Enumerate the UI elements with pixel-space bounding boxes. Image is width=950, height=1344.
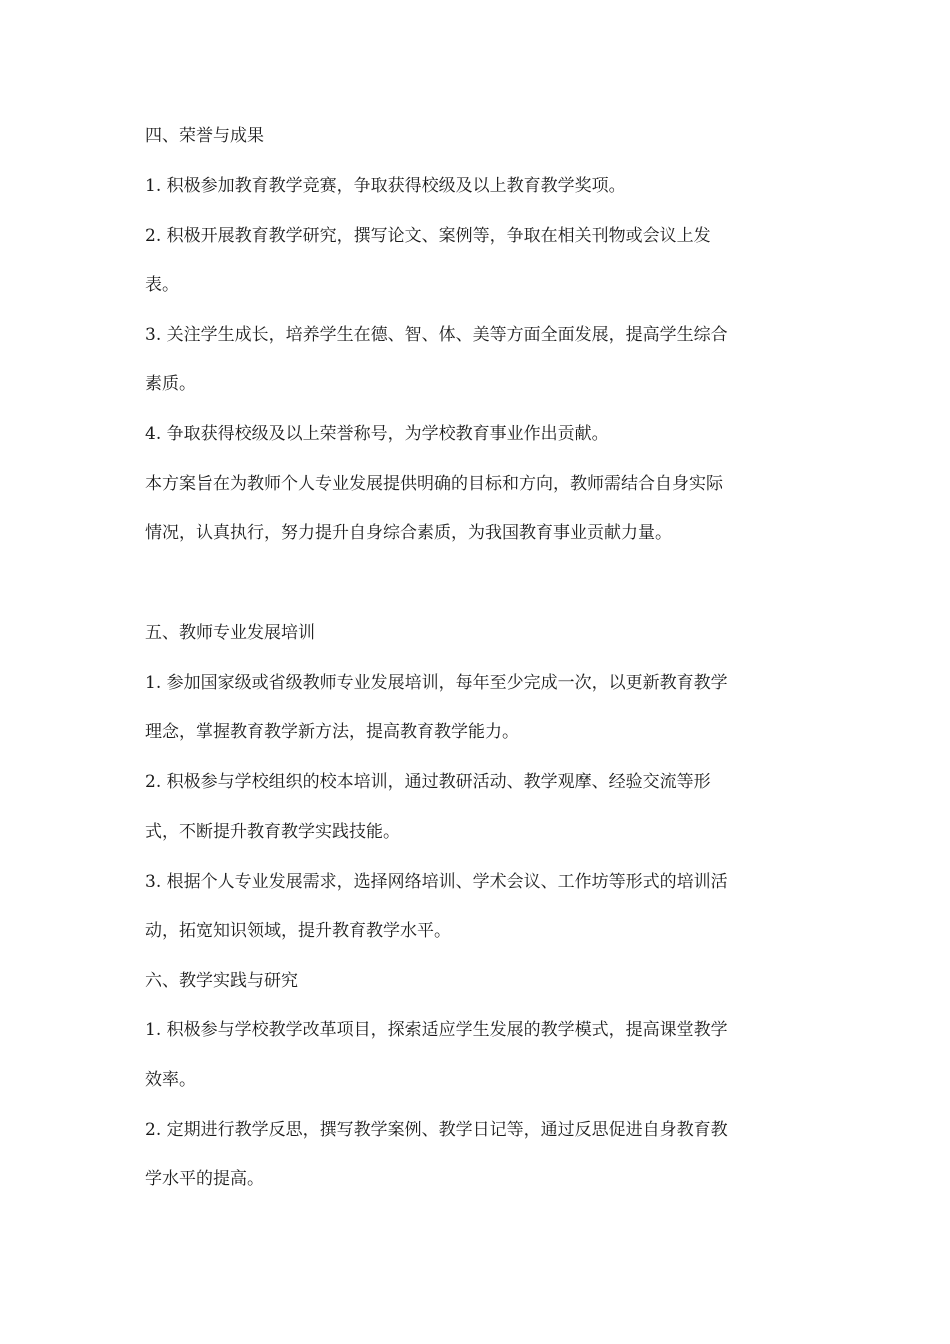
- section-4-item-2-cont: 表。: [145, 275, 179, 295]
- section-5-heading: 五、教师专业发展培训: [145, 623, 315, 643]
- section-6-heading: 六、教学实践与研究: [145, 971, 298, 991]
- section-6-item-2: 2. 定期进行教学反思，撰写教学案例、教学日记等，通过反思促进自身教育教: [145, 1120, 728, 1140]
- section-5-item-1: 1. 参加国家级或省级教师专业发展培训，每年至少完成一次，以更新教育教学: [145, 673, 728, 693]
- section-4-summary: 本方案旨在为教师个人专业发展提供明确的目标和方向，教师需结合自身实际: [145, 474, 723, 494]
- section-4-item-3: 3. 关注学生成长，培养学生在德、智、体、美等方面全面发展，提高学生综合: [145, 325, 728, 345]
- section-4-item-2: 2. 积极开展教育教学研究，撰写论文、案例等，争取在相关刊物或会议上发: [145, 226, 711, 246]
- section-5-item-2: 2. 积极参与学校组织的校本培训，通过教研活动、教学观摩、经验交流等形: [145, 772, 711, 792]
- section-5-item-2-cont: 式，不断提升教育教学实践技能。: [145, 822, 400, 842]
- section-4-item-1: 1. 积极参加教育教学竞赛，争取获得校级及以上教育教学奖项。: [145, 176, 626, 196]
- section-6-item-2-cont: 学水平的提高。: [145, 1169, 264, 1189]
- section-5-item-3-cont: 动，拓宽知识领域，提升教育教学水平。: [145, 921, 451, 941]
- section-5-item-1-cont: 理念，掌握教育教学新方法，提高教育教学能力。: [145, 722, 519, 742]
- section-4-item-3-cont: 素质。: [145, 374, 196, 394]
- section-5-item-3: 3. 根据个人专业发展需求，选择网络培训、学术会议、工作坊等形式的培训活: [145, 872, 728, 892]
- section-4-item-4: 4. 争取获得校级及以上荣誉称号，为学校教育事业作出贡献。: [145, 424, 609, 444]
- section-6-item-1: 1. 积极参与学校教学改革项目，探索适应学生发展的教学模式，提高课堂教学: [145, 1020, 728, 1040]
- section-4-summary-cont: 情况，认真执行，努力提升自身综合素质，为我国教育事业贡献力量。: [145, 523, 672, 543]
- section-4-heading: 四、荣誉与成果: [145, 126, 264, 146]
- section-6-item-1-cont: 效率。: [145, 1070, 196, 1090]
